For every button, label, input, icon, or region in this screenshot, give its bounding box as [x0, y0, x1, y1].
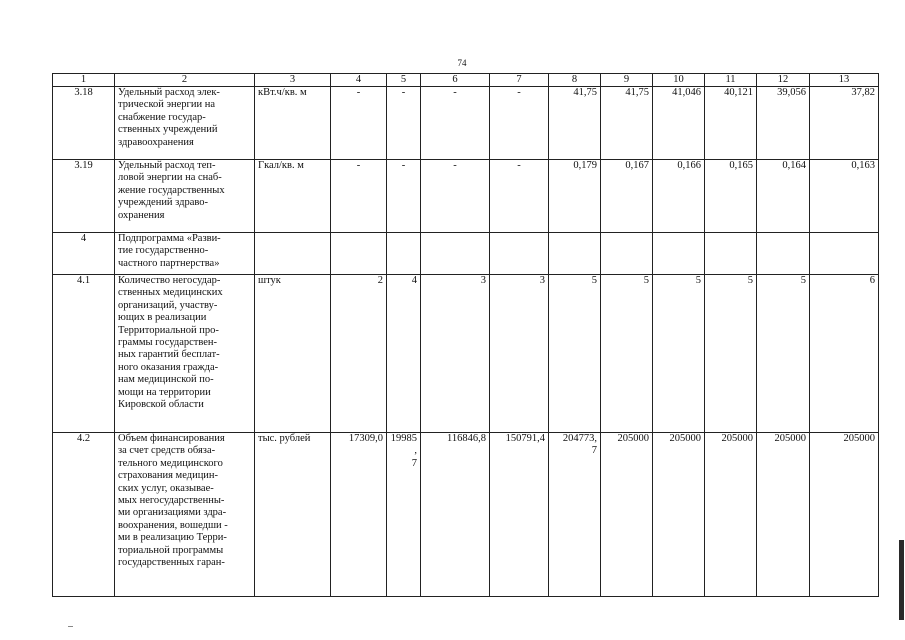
column-number: 4	[331, 74, 387, 87]
value-cell: -	[387, 87, 421, 160]
value-cell	[810, 233, 879, 275]
value-cell: 205000	[757, 433, 810, 597]
value-cell: 39,056	[757, 87, 810, 160]
table-row	[53, 87, 879, 160]
indicator-name: Удельный расход теп- ловой энергии на снаб- жение государственных учреждений здраво- охранения	[115, 160, 255, 233]
value-cell: -	[387, 160, 421, 233]
column-number: 13	[810, 74, 879, 87]
column-number: 3	[255, 74, 331, 87]
column-number-row	[53, 74, 879, 87]
column-number: 12	[757, 74, 810, 87]
value-cell: 3	[421, 275, 490, 433]
value-cell: 0,179	[549, 160, 601, 233]
value-cell: -	[490, 160, 549, 233]
value-cell: 5	[705, 275, 757, 433]
value-cell	[653, 233, 705, 275]
value-cell: -	[421, 87, 490, 160]
page-number: 74	[457, 58, 467, 68]
scan-speck	[68, 626, 73, 627]
value-cell: 205000	[653, 433, 705, 597]
value-cell: 205000	[601, 433, 653, 597]
indicator-name: Удельный расход элек- трической энергии на снабжение государ- ственных учреждений здравоохранения	[115, 87, 255, 160]
unit-of-measure: Гкал/кв. м	[255, 160, 331, 233]
table-body	[53, 74, 879, 597]
unit-of-measure: кВт.ч/кв. м	[255, 87, 331, 160]
indicator-name: Объем финансирования за счет средств обяза- тельного медицинского страхования медицин- ских услуг, оказывае- мых негосударственны- ми организациями здра- воохранения, вошедши - ми в реализацию Терри- ториальной программы государственных гаран-	[115, 433, 255, 597]
row-number: 3.18	[53, 87, 115, 160]
value-cell: 116846,8	[421, 433, 490, 597]
column-number: 1	[53, 74, 115, 87]
value-cell	[601, 233, 653, 275]
value-cell: -	[331, 87, 387, 160]
table-row	[53, 233, 879, 275]
value-cell: 5	[601, 275, 653, 433]
column-number: 6	[421, 74, 490, 87]
value-cell: 5	[653, 275, 705, 433]
value-cell	[705, 233, 757, 275]
value-cell: 3	[490, 275, 549, 433]
value-cell: 205000	[705, 433, 757, 597]
value-cell: 150791,4	[490, 433, 549, 597]
value-cell	[490, 233, 549, 275]
value-cell: -	[421, 160, 490, 233]
column-number: 11	[705, 74, 757, 87]
value-cell: 40,121	[705, 87, 757, 160]
value-cell: 2	[331, 275, 387, 433]
value-cell: 0,167	[601, 160, 653, 233]
value-cell	[387, 233, 421, 275]
value-cell: 6	[810, 275, 879, 433]
value-cell	[757, 233, 810, 275]
value-cell: 4	[387, 275, 421, 433]
unit-of-measure: тыс. рублей	[255, 433, 331, 597]
column-number: 2	[115, 74, 255, 87]
table-row	[53, 160, 879, 233]
value-cell: -	[490, 87, 549, 160]
value-cell: 37,82	[810, 87, 879, 160]
value-cell	[421, 233, 490, 275]
value-cell: -	[331, 160, 387, 233]
value-cell: 5	[549, 275, 601, 433]
value-cell	[331, 233, 387, 275]
unit-of-measure: штук	[255, 275, 331, 433]
value-cell: 0,163	[810, 160, 879, 233]
value-cell: 204773, 7	[549, 433, 601, 597]
value-cell: 0,165	[705, 160, 757, 233]
value-cell: 41,046	[653, 87, 705, 160]
scan-edge-mark	[899, 540, 904, 620]
indicator-name: Количество негосудар- ственных медицинских организаций, участву- ющих в реализации Территориальной про- граммы государствен- ных гарантий бесплат- ного оказания гражда- нам медицинской по- мощи на территории Кировской области	[115, 275, 255, 433]
row-number: 4	[53, 233, 115, 275]
value-cell: 41,75	[601, 87, 653, 160]
column-number: 7	[490, 74, 549, 87]
value-cell: 41,75	[549, 87, 601, 160]
row-number: 4.1	[53, 275, 115, 433]
value-cell	[549, 233, 601, 275]
indicator-name: Подпрограмма «Разви- тие государственно- частного партнерства»	[115, 233, 255, 275]
value-cell: 5	[757, 275, 810, 433]
column-number: 8	[549, 74, 601, 87]
unit-of-measure	[255, 233, 331, 275]
indicator-table	[52, 73, 879, 597]
column-number: 9	[601, 74, 653, 87]
value-cell: 0,166	[653, 160, 705, 233]
value-cell: 205000	[810, 433, 879, 597]
column-number: 10	[653, 74, 705, 87]
value-cell: 0,164	[757, 160, 810, 233]
row-number: 4.2	[53, 433, 115, 597]
table-row	[53, 275, 879, 433]
value-cell: 17309,0	[331, 433, 387, 597]
table-row	[53, 433, 879, 597]
row-number: 3.19	[53, 160, 115, 233]
value-cell: 19985, 7	[387, 433, 421, 597]
column-number: 5	[387, 74, 421, 87]
